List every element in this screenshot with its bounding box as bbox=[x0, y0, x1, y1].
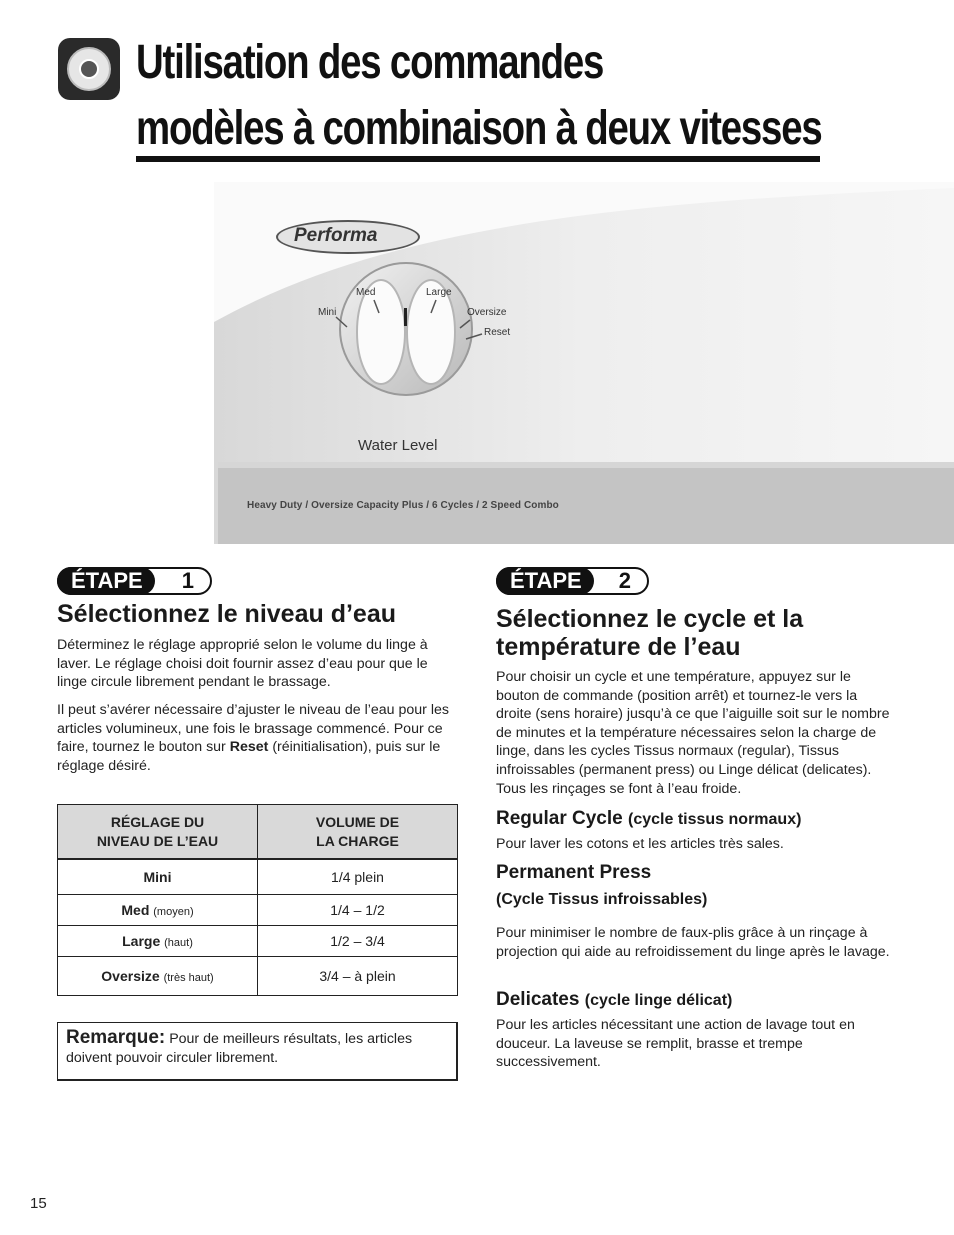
regular-cycle-heading: Regular Cycle (cycle tissus normaux) bbox=[496, 808, 802, 829]
table-cell-setting: Mini bbox=[58, 859, 258, 895]
water-level-label: Water Level bbox=[358, 437, 438, 454]
remarque-body: Pour de meilleurs résultats, les articles doivent pouvoir circuler librement. bbox=[66, 1031, 413, 1066]
table-cell-volume: 1/4 plein bbox=[258, 859, 458, 895]
table-row bbox=[58, 926, 458, 957]
page-number: 15 bbox=[30, 1195, 47, 1212]
title-underline bbox=[136, 156, 820, 162]
delicates-heading: Delicates (cycle linge délicat) bbox=[496, 989, 733, 1010]
table-cell-volume: 3/4 – à plein bbox=[258, 957, 458, 996]
step1-heading: Sélectionnez le niveau d’eau bbox=[57, 600, 397, 628]
brand-logo bbox=[276, 220, 420, 254]
step1-paragraph-1: Déterminez le réglage approprié selon le volume du linge à laver. Le réglage choisi doit fournir assez d’eau pour que le linge circule librement pendant le brassage. bbox=[57, 637, 428, 691]
page-title bbox=[136, 30, 820, 162]
dial-label-mini: Mini bbox=[318, 307, 337, 318]
step1-para2-end: (réinitialisation), puis sur le réglage désiré. bbox=[57, 739, 441, 774]
panel-features-text: Heavy Duty / Oversize Capacity Plus / 6 Cycles / 2 Speed Combo bbox=[247, 500, 559, 511]
dial-label-large: Large bbox=[426, 287, 452, 298]
table-cell-setting: Med (moyen) bbox=[58, 895, 258, 926]
step2-badge-number: 2 bbox=[618, 568, 631, 593]
table-row bbox=[58, 957, 458, 996]
table-cell-volume: 1/4 – 1/2 bbox=[258, 895, 458, 926]
brand-name: Performa bbox=[294, 225, 378, 246]
remarque-label: Remarque: bbox=[66, 1027, 166, 1048]
dial-center bbox=[79, 59, 99, 79]
reset-keyword: Reset bbox=[229, 739, 269, 756]
dial-ring bbox=[67, 47, 111, 91]
permanent-press-subheading: (Cycle Tissus infroissables) bbox=[496, 891, 708, 908]
table-cell-setting: Oversize (très haut) bbox=[58, 957, 258, 996]
step2-heading-line-1: Sélectionnez le cycle et la bbox=[496, 605, 804, 633]
permanent-press-heading: Permanent Press bbox=[496, 862, 652, 883]
dial-label-med: Med bbox=[356, 287, 376, 298]
step1-para2-start: Il peut s’avérer nécessaire d’ajuster le niveau de l’eau pour les articles volumineux, une fois le brassage commencé. Pour ce faire, tournez le bouton sur bbox=[57, 702, 449, 756]
water-level-table bbox=[57, 804, 458, 996]
step2-heading-line-2: température de l’eau bbox=[496, 633, 741, 661]
delicates-text: Pour les articles nécessitant une action de lavage tout en douceur. La laveuse se remplit, brasse et trempe successivement. bbox=[496, 1017, 855, 1071]
title-line-2: modèles à combinaison à deux vitesses bbox=[136, 102, 822, 155]
step2-badge bbox=[496, 567, 649, 595]
table-header-setting: RÉGLAGE DU NIVEAU DE L’EAU bbox=[58, 805, 258, 860]
dial-logo-icon bbox=[58, 38, 120, 100]
step2-badge-label: ÉTAPE bbox=[496, 567, 594, 595]
permanent-press-text: Pour minimiser le nombre de faux-plis grâce à un rinçage à projection qui aide au refroidissement du linge après le lavage. bbox=[496, 925, 890, 960]
remarque-text bbox=[66, 1029, 448, 1067]
remarque-box bbox=[57, 1022, 458, 1081]
step1-paragraph-2 bbox=[57, 701, 455, 775]
step1-badge bbox=[57, 567, 212, 595]
regular-cycle-text: Pour laver les cotons et les articles très sales. bbox=[496, 836, 784, 852]
title-line-1: Utilisation des commandes bbox=[136, 36, 604, 89]
dial-label-oversize: Oversize bbox=[467, 307, 507, 318]
table-header-volume: VOLUME DE LA CHARGE bbox=[258, 805, 458, 860]
dial-label-reset: Reset bbox=[484, 327, 511, 338]
table-cell-volume: 1/2 – 3/4 bbox=[258, 926, 458, 957]
control-panel-illustration bbox=[214, 182, 954, 544]
table-cell-setting: Large (haut) bbox=[58, 926, 258, 957]
step2-intro: Pour choisir un cycle et une température, appuyez sur le bouton de commande (position arrêt) et tournez-le vers la droite (sens horaire) jusqu’à ce que l’aiguille soit sur le nombre de minutes et la température nécessaires selon la charge de linge, dans les cycles Tissus normaux (regular), Tissus infroissables (permanent press) ou Linge délicat (delicates). Tous les rinçages se font à l’eau froide. bbox=[496, 669, 890, 797]
table-row bbox=[58, 859, 458, 895]
step1-badge-number: 1 bbox=[181, 568, 194, 593]
table-row bbox=[58, 895, 458, 926]
step1-badge-label: ÉTAPE bbox=[57, 567, 155, 595]
